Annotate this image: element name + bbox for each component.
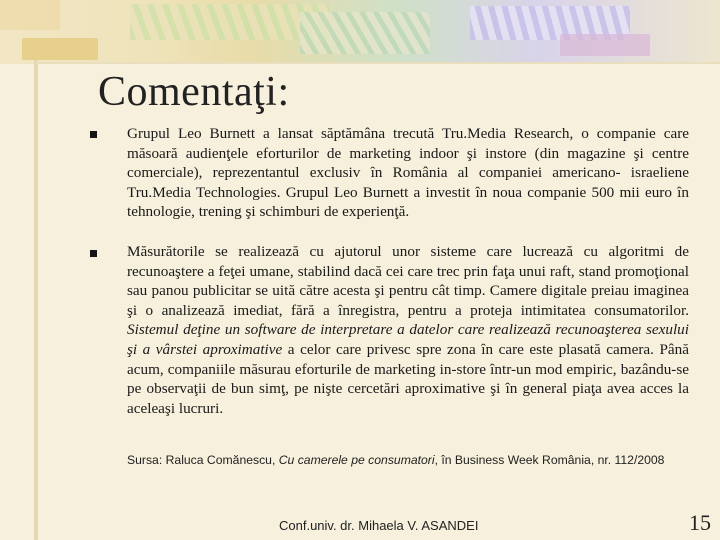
paragraph-1: Grupul Leo Burnett a lansat săptămâna trecută Tru.Media Research, o companie care măsoară audienţele eforturilor de marketing indoor şi instore (din magazine şi centre comerciale), reprezentantul exclusiv în România al companiei americano- israeliene Tru.Media Technologies. Grupul Leo Burnett a investit în noua companie 500 mii euro în tehnologie, trening şi schimburi de experienţă. [127, 125, 689, 221]
paragraph-2-text: Măsurătorile se realizează cu ajutorul unor sisteme care lucrează cu algoritmi de recunoaştere a feţei umane, stabilind dacă cei care trec prin faţa unui raft, stand promoţional sau panou publicitar se uită către acesta şi pentru cât timp. Camere digitale preiau imaginea şi o analizează imediat, fără a înregistra, pentru a proteja intimitatea consumatorilor. [127, 243, 689, 319]
source-title: Cu camerele pe consumatori [278, 453, 435, 467]
page-number: 15 [689, 510, 711, 535]
left-divider [34, 60, 38, 540]
decorative-swatch [22, 38, 98, 60]
decorative-swatch [0, 0, 60, 30]
footer-author: Conf.univ. dr. Mihaela V. ASANDEI [279, 518, 479, 533]
source-prefix: Sursa: Raluca Comănescu, [127, 453, 279, 467]
bullet-square-icon [90, 131, 97, 138]
header-banner [0, 0, 720, 64]
decorative-swatch [300, 12, 430, 54]
decorative-swatch [560, 34, 650, 56]
source-suffix: , în Business Week România, nr. 112/2008 [434, 453, 665, 467]
bullet-square-icon [90, 250, 97, 257]
paragraph-2-text-end: a celor care privesc spre zona în care este plasată camera. Până acum, companiile măsurau eforturile de marketing in-store într-un mod empiric, bazându-se pe observaţii de bun simţ, pe nişte cercetări aproximative şi în general piaţa avea acces la aceleaşi lucruri. [127, 340, 689, 417]
slide-title: Comentaţi: [98, 69, 290, 115]
top-divider [36, 62, 720, 64]
paragraph-2-italic: Sistemul deţine un software de interpretare a datelor care realizează recunoaşterea sexului şi a vârstei aproximative [127, 321, 689, 358]
source-citation [127, 453, 707, 467]
paragraph-2 [127, 242, 689, 418]
